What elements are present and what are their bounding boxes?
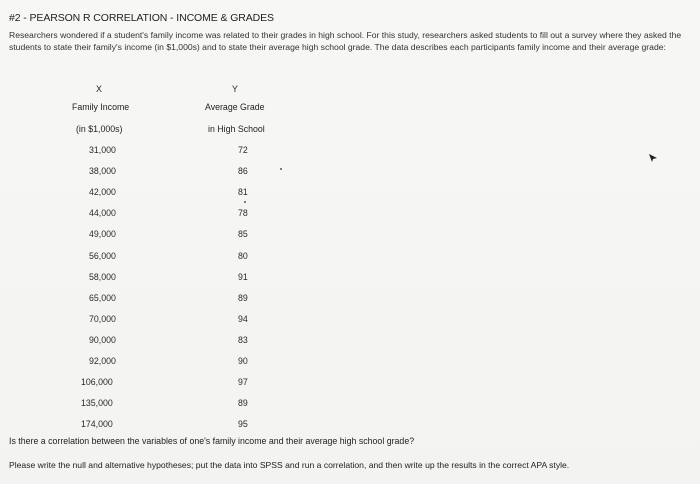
x-column-header: X [96,84,102,94]
x-label-line2: (in $1,000s) [76,124,123,134]
grade-cell: 78 [238,208,248,219]
income-cell: 174,000 [81,419,113,430]
question-text: Is there a correlation between the variables of one's family income and their average high school grade? [9,436,415,446]
income-cell: 58,000 [89,271,116,282]
grade-cell: 89 [238,292,248,303]
y-label-line1: Average Grade [205,102,265,112]
grade-cell: 95 [238,419,248,430]
grade-cell: 83 [238,334,248,345]
income-cell: 56,000 [89,250,116,261]
mouse-cursor-icon [648,150,658,160]
instructions-text: Please write the null and alternative hypotheses; put the data into SPSS and run a correlation, and then write up the results in the correct APA style. [9,460,570,470]
income-cell: 38,000 [89,166,116,177]
grade-cell: 89 [238,398,248,409]
grade-cell: 86 [238,166,248,177]
grade-cell: 91 [238,271,248,282]
income-cell: 44,000 [89,208,116,219]
income-cell: 92,000 [89,356,116,366]
income-cell: 135,000 [81,398,113,409]
stray-mark [244,201,246,203]
income-cell: 31,000 [89,145,116,155]
income-cell: 90,000 [89,334,116,345]
grade-cell: 90 [238,356,248,366]
grade-cell: 80 [238,250,248,261]
stray-mark [280,168,282,170]
intro-paragraph: Researchers wondered if a student's family income was related to their grades in high school. For this study, researchers asked students to fill out a survey where they asked the students to state their family's income (in $1,000s) and to state their average high school grade. The data describes each participants family income and their average grade: [9,30,682,52]
income-cell: 65,000 [89,292,116,303]
y-label-line2: in High School [208,124,265,134]
grade-cell: 97 [238,377,248,388]
x-label-line1: Family Income [72,102,130,112]
income-cell: 106,000 [81,377,113,388]
grade-cell: 94 [238,313,248,324]
grade-cell: 72 [238,145,248,155]
grade-cell: 85 [238,229,248,240]
income-cell: 49,000 [89,229,116,240]
income-cell: 42,000 [89,187,116,198]
y-column-header: Y [232,84,238,94]
income-cell: 70,000 [89,313,116,324]
page-title: #2 - PEARSON R CORRELATION - INCOME & GRADES [9,12,274,24]
grade-cell: 81 [238,187,248,198]
